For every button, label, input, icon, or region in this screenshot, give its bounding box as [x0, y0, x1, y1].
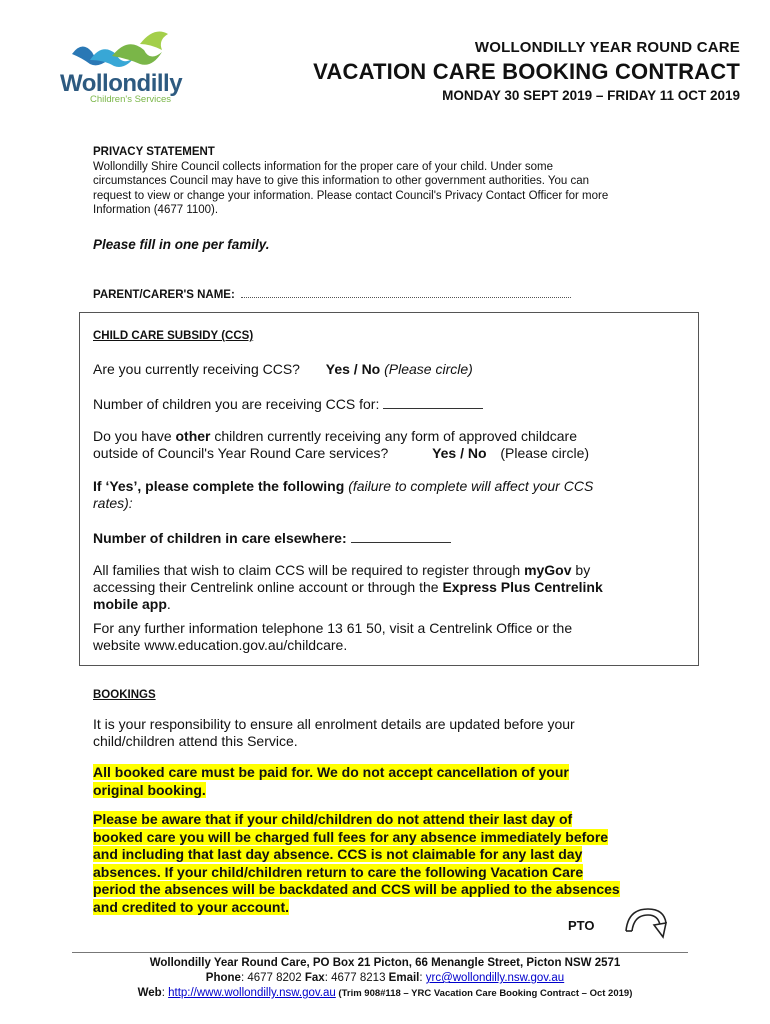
footer-fax: : 4677 8213 [324, 972, 389, 984]
ccs-question-2 [93, 396, 683, 413]
ccs-q3-text-b: children currently receiving any form of approved childcare [210, 428, 578, 444]
ccs-q3-yes-no[interactable]: Yes / No [432, 445, 487, 461]
footer-web-label: Web [137, 987, 162, 999]
paid-notice-line-1: All booked care must be paid for. We do not accept cancellation of your [93, 764, 569, 780]
ccs-heading: CHILD CARE SUBSIDY (CCS) [93, 330, 254, 342]
footer-trim-ref: (Trim 908#118 – YRC Vacation Care Booking Contract – Oct 2019) [335, 988, 633, 999]
privacy-line: Information (4677 1100). [93, 204, 219, 216]
ccs-if-yes-bold: If ‘Yes’, please complete the following [93, 478, 345, 494]
privacy-line: circumstances Council may have to give this information to other government authorities. You can [93, 175, 590, 187]
bookings-responsibility [93, 716, 683, 750]
fill-one-instruction: Please fill in one per family. [93, 237, 270, 252]
absence-notice-line: absences. If your child/children return to care the following Vacation Care [93, 863, 584, 880]
register-text-1a: All families that wish to claim CCS will be required to register through [93, 562, 525, 578]
footer-web-link[interactable]: http://www.wollondilly.nsw.gov.au [168, 987, 336, 999]
ccs-if-yes-italic: (failure to complete will affect your CCS [348, 478, 594, 494]
ccs-register-text [93, 562, 683, 613]
footer-divider [72, 952, 688, 953]
footer-email-label: Email [388, 972, 420, 984]
organisation-name: WOLLONDILLY YEAR ROUND CARE [474, 39, 740, 56]
logo-wordmark: Wollondilly [60, 70, 183, 97]
ccs-elsewhere [93, 530, 683, 547]
ccs-q3-bold: other [175, 428, 211, 444]
absence-notice-line: period the absences will be backdated and CCS will be applied to the absences [93, 881, 620, 897]
ccs-further-info [93, 620, 683, 654]
responsibility-line-2: child/children attend this Service. [93, 733, 298, 749]
turn-page-arrow-icon [622, 905, 672, 941]
ccs-q3-note: (Please circle) [500, 445, 590, 461]
parent-name-field[interactable] [241, 287, 571, 298]
ccs-elsewhere-label: Number of children in care elsewhere: [93, 530, 347, 546]
date-range: MONDAY 30 SEPT 2019 – FRIDAY 11 OCT 2019 [442, 88, 740, 103]
bookings-paid-notice [93, 764, 683, 799]
footer-email-link[interactable]: yrc@wollondilly.nsw.gov.au [425, 972, 565, 984]
ccs-q1-yes-no[interactable]: Yes / No [325, 361, 381, 377]
privacy-line: request to view or change your information. Please contact Council's Privacy Contact Officer for more [93, 189, 609, 202]
footer-address: Wollondilly Year Round Care, PO Box 21 Picton, 66 Menangle Street, Picton NSW 2571 [149, 957, 621, 969]
absence-notice-line: Please be aware that if your child/children do not attend their last day of [93, 811, 573, 827]
footer-contacts [60, 971, 710, 986]
parent-name-label: PARENT/CARER'S NAME: [93, 289, 235, 301]
privacy-line: Wollondilly Shire Council collects information for the proper care of your child. Under some [93, 160, 553, 173]
further-info-line-1: For any further information telephone 13 61 50, visit a Centrelink Office or the [93, 620, 573, 636]
footer-web [60, 986, 710, 1001]
ccs-if-yes [93, 478, 683, 512]
bookings-absence-notice [93, 811, 683, 916]
footer-phone: : 4677 8202 [240, 972, 305, 984]
paid-notice-line-2: original booking. [93, 781, 206, 798]
ccs-q2-field[interactable] [383, 397, 483, 409]
register-text-3-end: . [166, 596, 171, 612]
page-title: VACATION CARE BOOKING CONTRACT [313, 59, 740, 84]
register-text-2a: accessing their Centrelink online account or through the [93, 579, 443, 595]
ccs-question-3 [93, 428, 683, 462]
ccs-elsewhere-field[interactable] [351, 531, 451, 543]
bookings-heading: BOOKINGS [93, 689, 156, 701]
footer-fax-label: Fax [304, 972, 325, 984]
footer-web-sep: : [161, 987, 169, 999]
ccs-q1-text: Are you currently receiving CCS? [93, 361, 300, 377]
footer-email-sep: : [419, 972, 426, 984]
register-mygov: myGov [524, 562, 572, 578]
further-info-line-2: website www.education.gov.au/childcare. [93, 637, 348, 653]
logo-subtitle: Children's Services [90, 94, 172, 105]
privacy-statement [93, 145, 693, 218]
register-express-plus: Express Plus Centrelink [442, 579, 603, 595]
ccs-if-yes-italic-2: rates): [93, 495, 133, 511]
ccs-question-1 [93, 361, 683, 378]
register-text-1c: by [571, 562, 591, 578]
footer-phone-label: Phone [205, 972, 241, 984]
absence-notice-line: and including that last day absence. CCS is not claimable for any last day [93, 846, 583, 862]
ccs-q2-text: Number of children you are receiving CCS for: [93, 396, 380, 412]
register-mobile-app: mobile app [93, 596, 167, 612]
pto-label: PTO [568, 918, 595, 933]
privacy-heading: PRIVACY STATEMENT [93, 146, 215, 158]
ccs-q3-text-a: Do you have [93, 428, 176, 444]
parent-name-row [93, 287, 571, 301]
ccs-q1-note: (Please circle) [384, 361, 473, 377]
responsibility-line-1: It is your responsibility to ensure all enrolment details are updated before your [93, 716, 575, 732]
ccs-q3-line2: outside of Council's Year Round Care services? [93, 445, 389, 461]
absence-notice-line: booked care you will be charged full fees for any absence immediately before [93, 828, 609, 845]
absence-notice-line: and credited to your account. [93, 898, 290, 915]
